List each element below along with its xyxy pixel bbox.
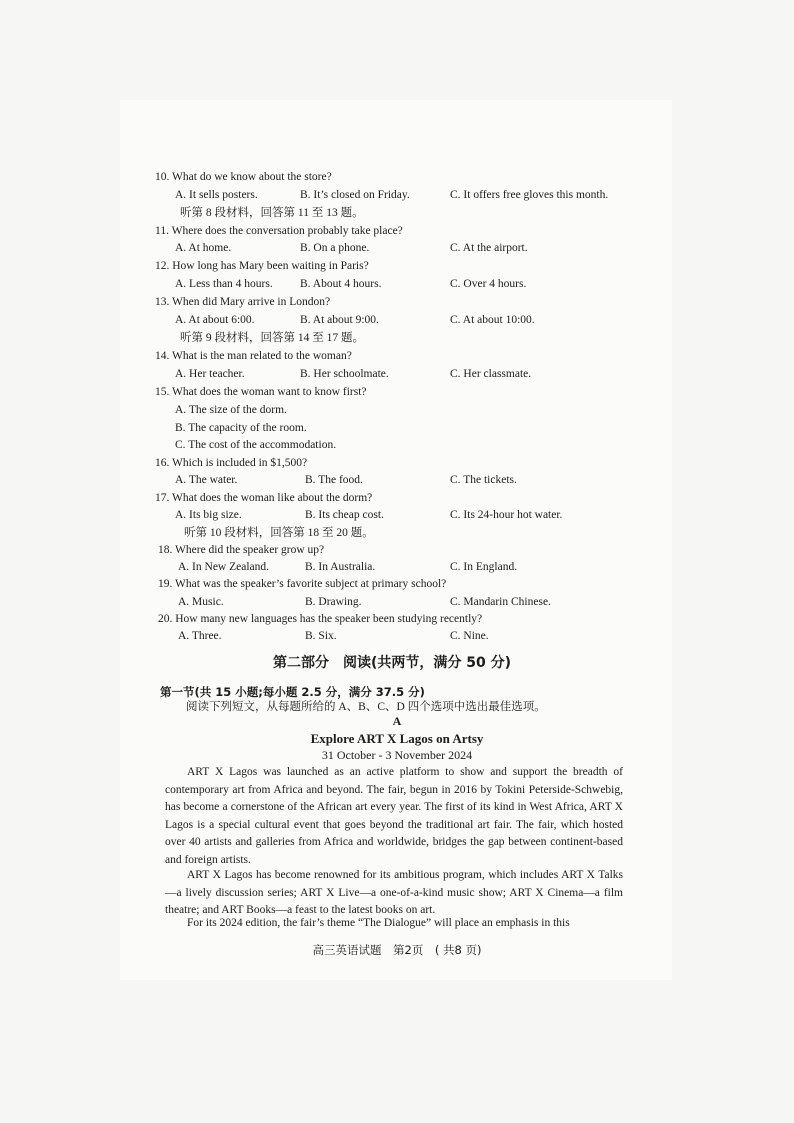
question-10-option-b: B. It’s closed on Friday.	[300, 189, 410, 201]
instruction-material-10: 听第 10 段材料，回答第 18 至 20 题。	[184, 527, 374, 539]
question-17-option-c: C. Its 24-hour hot water.	[450, 509, 563, 521]
question-15-option-a: A. The size of the dorm.	[175, 404, 287, 416]
question-18-option-c: C. In England.	[450, 561, 518, 573]
question-14: 14. What is the man related to the woman?	[155, 350, 352, 362]
question-12-option-b: B. About 4 hours.	[300, 278, 382, 290]
question-12-option-a: A. Less than 4 hours.	[175, 278, 273, 290]
question-13-option-b: B. At about 9:00.	[300, 314, 379, 326]
question-10-option-a: A. It sells posters.	[175, 189, 258, 201]
passage-title: Explore ART X Lagos on Artsy	[310, 731, 484, 746]
question-15-option-b: B. The capacity of the room.	[175, 422, 307, 434]
question-17-option-a: A. Its big size.	[175, 509, 242, 521]
question-15: 15. What does the woman want to know first?	[155, 386, 367, 398]
question-19-option-c: C. Mandarin Chinese.	[450, 596, 551, 608]
question-11-option-c: C. At the airport.	[450, 242, 528, 254]
question-18-option-b: B. In Australia.	[305, 561, 376, 573]
instruction-material-8: 听第 8 段材料，回答第 11 至 13 题。	[180, 207, 364, 219]
passage-paragraph-3: For its 2024 edition, the fair’s theme “The Dialogue” will place an emphasis in this	[187, 917, 570, 929]
question-10-option-c: C. It offers free gloves this month.	[450, 189, 609, 201]
question-20-option-a: A. Three.	[178, 630, 222, 642]
question-18: 18. Where did the speaker grow up?	[158, 544, 325, 556]
question-20: 20. How many new languages has the speaker been studying recently?	[158, 613, 483, 625]
question-17: 17. What does the woman like about the dorm?	[155, 492, 373, 504]
question-20-option-c: C. Nine.	[450, 630, 489, 642]
question-19-option-b: B. Drawing.	[305, 596, 362, 608]
question-14-option-c: C. Her classmate.	[450, 368, 532, 380]
question-19-option-a: A. Music.	[178, 596, 224, 608]
question-11-option-b: B. On a phone.	[300, 242, 370, 254]
question-16: 16. Which is included in $1,500?	[155, 457, 308, 469]
section-one-heading: 第一节(共 15 小题;每小题 2.5 分，满分 37.5 分)	[160, 685, 425, 699]
question-16-option-c: C. The tickets.	[450, 474, 517, 486]
question-11: 11. Where does the conversation probably take place?	[155, 225, 403, 237]
passage-paragraph-1: ART X Lagos was launched as an active platform to show and support the breadth of contemporary art from Africa and beyond. The fair, begun in 2016 by Tokini Peterside-Schwebig, has become a cornerstone of the African art every year. The first of its kind in West Africa, ART X Lagos is a special cultural event that goes beyond the traditional art fair. The fair, which hosted over 40 artists and galleries from Africa and worldwide, bridges the gap between continent-based and foreign artists.	[165, 766, 623, 866]
passage-label: A	[392, 714, 402, 728]
question-12: 12. How long has Mary been waiting in Paris?	[155, 260, 369, 272]
passage-dates: 31 October - 3 November 2024	[321, 748, 473, 762]
question-12-option-c: C. Over 4 hours.	[450, 278, 527, 290]
question-19: 19. What was the speaker’s favorite subject at primary school?	[158, 578, 447, 590]
question-10: 10. What do we know about the store?	[155, 171, 332, 183]
instruction-material-9: 听第 9 段材料，回答第 14 至 17 题。	[180, 332, 364, 344]
part-two-heading: 第二部分 阅读(共两节，满分 50 分)	[273, 655, 512, 671]
question-20-option-b: B. Six.	[305, 630, 337, 642]
question-13-option-a: A. At about 6:00.	[175, 314, 255, 326]
passage-paragraph-2: ART X Lagos has become renowned for its ambitious program, which includes ART X Talks —a lively discussion series; ART X Live—a one-of-a-kind music show; ART X Cinema—a film theatre; and ART Books—a feast to the latest books on art.	[165, 869, 623, 916]
question-13: 13. When did Mary arrive in London?	[155, 296, 331, 308]
reading-directions: 阅读下列短文，从每题所给的 A、B、C、D 四个选项中选出最佳选项。	[186, 701, 546, 713]
question-17-option-b: B. Its cheap cost.	[305, 509, 384, 521]
question-15-option-c: C. The cost of the accommodation.	[175, 439, 337, 451]
question-13-option-c: C. At about 10:00.	[450, 314, 535, 326]
question-14-option-b: B. Her schoolmate.	[300, 368, 389, 380]
page-footer: 高三英语试题 第2页 ( 共8 页)	[312, 943, 482, 957]
question-14-option-a: A. Her teacher.	[175, 368, 245, 380]
question-11-option-a: A. At home.	[175, 242, 232, 254]
question-18-option-a: A. In New Zealand.	[178, 561, 270, 573]
question-16-option-a: A. The water.	[175, 474, 238, 486]
question-16-option-b: B. The food.	[305, 474, 363, 486]
